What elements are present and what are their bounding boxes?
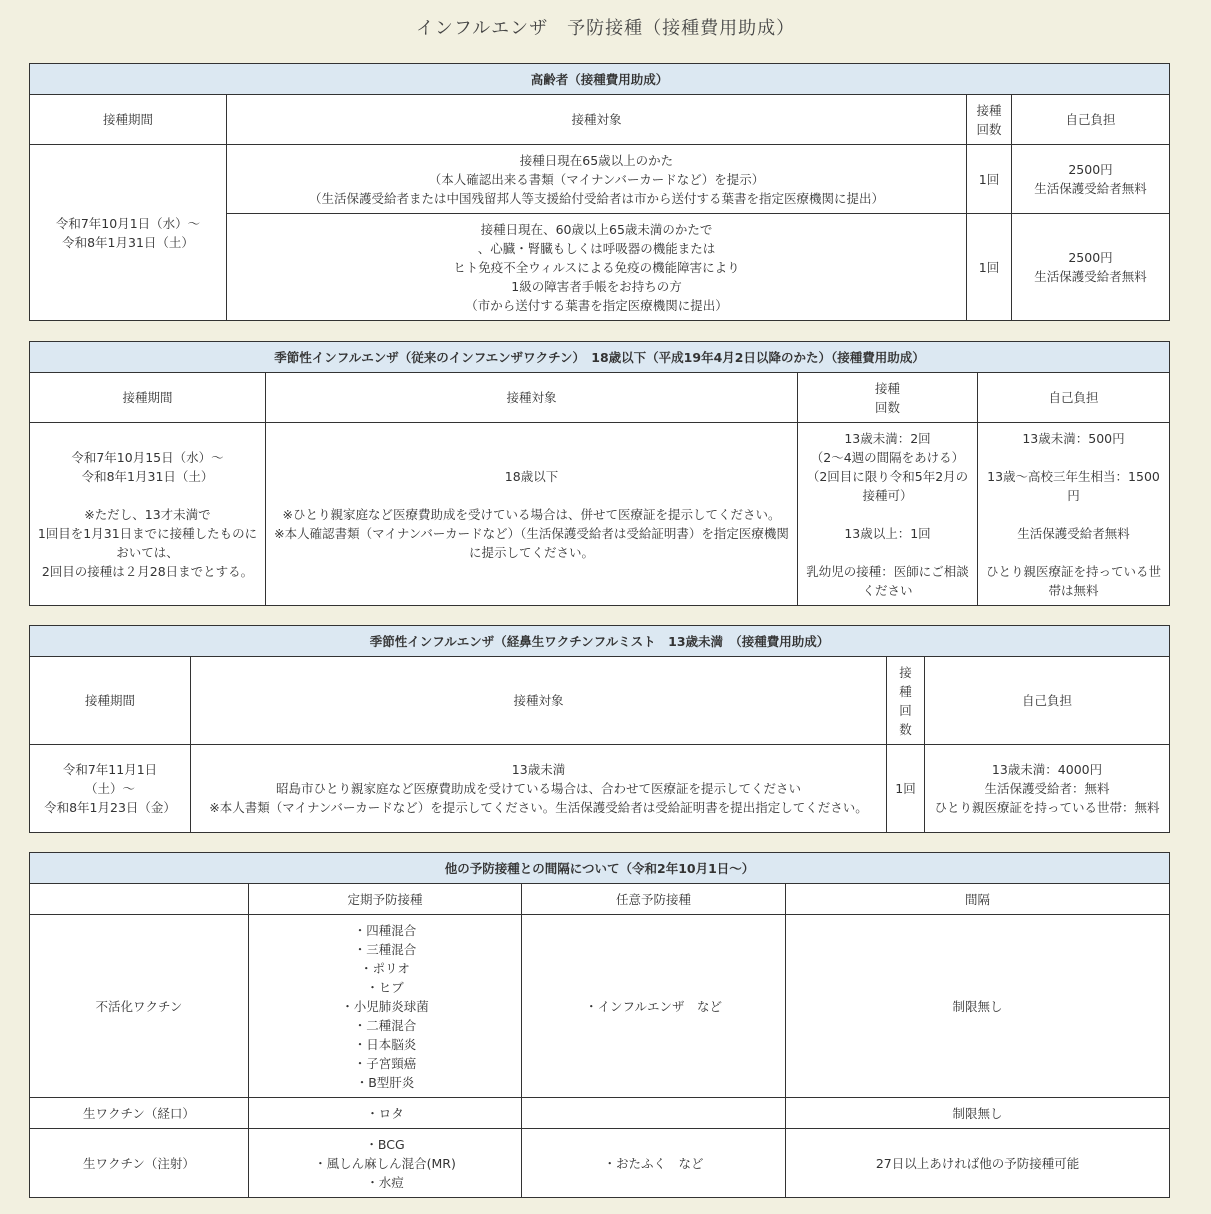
routine-cell: ・ロタ bbox=[249, 1098, 522, 1129]
count-cell: 13歳未満：2回 （2～4週の間隔をあける） （2回目に限り令和5年2月の接種可） 13歳以上：1回 乳幼児の接種：医師にご相談ください bbox=[798, 423, 978, 606]
vaccine-type-cell: 生ワクチン（注射） bbox=[30, 1129, 249, 1198]
header-period: 接種期間 bbox=[30, 657, 191, 745]
cost-cell: 13歳未満：500円 13歳～高校三年生相当：1500円 生活保護受給者無料 ひとり親医療証を持っている世帯は無料 bbox=[978, 423, 1170, 606]
header-period: 接種期間 bbox=[30, 373, 266, 423]
cost-cell: 2500円 生活保護受給者無料 bbox=[1012, 214, 1170, 321]
table-caption: 季節性インフルエンザ（経鼻生ワクチンフルミスト 13歳未満 （接種費用助成） bbox=[30, 626, 1170, 657]
vaccine-type-cell: 生ワクチン（経口） bbox=[30, 1098, 249, 1129]
count-cell: 1回 bbox=[967, 145, 1012, 214]
target-cell: 接種日現在、60歳以上65歳未満のかたで 、心臓・腎臓もしくは呼吸器の機能または ヒト免疫不全ウィルスによる免疫の機能障害により 1級の障害者手帳をお持ちの方 （市から送付する葉書を指定医療機関に提出） bbox=[227, 214, 967, 321]
header-count: 接種 回数 bbox=[798, 373, 978, 423]
header-target: 接種対象 bbox=[266, 373, 798, 423]
period-cell: 令和7年10月15日（水）～ 令和8年1月31日（土） ※ただし、13才未満で 1回目を1月31日までに接種したものにおいては、 2回目の接種は２月28日までとする。 bbox=[30, 423, 266, 606]
optional-cell: ・おたふく など bbox=[522, 1129, 786, 1198]
header-cost: 自己負担 bbox=[978, 373, 1170, 423]
target-cell: 接種日現在65歳以上のかた （本人確認出来る書類（マイナンバーカードなど）を提示） （生活保護受給者または中国残留邦人等支援給付受給者は市から送付する葉書を指定医療機関に提出） bbox=[227, 145, 967, 214]
interval-cell: 27日以上あければ他の予防接種可能 bbox=[786, 1129, 1170, 1198]
header-period: 接種期間 bbox=[30, 95, 227, 145]
interval-table bbox=[29, 852, 1170, 1198]
header-cost: 自己負担 bbox=[925, 657, 1170, 745]
optional-cell: ・インフルエンザ など bbox=[522, 915, 786, 1098]
header-target: 接種対象 bbox=[227, 95, 967, 145]
target-cell: 18歳以下 ※ひとり親家庭など医療費助成を受けている場合は、併せて医療証を提示してください。 ※本人確認書類（マイナンバーカードなど）（生活保護受給者は受給証明書）を指定医療機関に提示してください。 bbox=[266, 423, 798, 606]
page-title: インフルエンザ 予防接種（接種費用助成） bbox=[415, 18, 796, 39]
header-optional: 任意予防接種 bbox=[522, 884, 786, 915]
seasonal-vaccine-table bbox=[29, 341, 1170, 606]
cost-cell: 13歳未満：4000円 生活保護受給者：無料 ひとり親医療証を持っている世帯：無料 bbox=[925, 745, 1170, 833]
header-count: 接 種 回 数 bbox=[887, 657, 925, 745]
count-cell: 1回 bbox=[887, 745, 925, 833]
optional-cell bbox=[522, 1098, 786, 1129]
header-routine: 定期予防接種 bbox=[249, 884, 522, 915]
interval-cell: 制限無し bbox=[786, 1098, 1170, 1129]
count-cell: 1回 bbox=[967, 214, 1012, 321]
header-count: 接種 回数 bbox=[967, 95, 1012, 145]
routine-cell: ・BCG ・風しん麻しん混合(MR) ・水痘 bbox=[249, 1129, 522, 1198]
cost-cell: 2500円 生活保護受給者無料 bbox=[1012, 145, 1170, 214]
routine-cell: ・四種混合 ・三種混合 ・ポリオ ・ヒブ ・小児肺炎球菌 ・二種混合 ・日本脳炎 ・子宮頸癌 ・B型肝炎 bbox=[249, 915, 522, 1098]
table-caption: 高齢者（接種費用助成） bbox=[30, 64, 1170, 95]
table-caption: 季節性インフルエンザ（従来のインフエンザワクチン） 18歳以下（平成19年4月2日以降のかた）（接種費用助成） bbox=[30, 342, 1170, 373]
header-cost: 自己負担 bbox=[1012, 95, 1170, 145]
header-target: 接種対象 bbox=[191, 657, 887, 745]
interval-cell: 制限無し bbox=[786, 915, 1170, 1098]
header-interval: 間隔 bbox=[786, 884, 1170, 915]
vaccine-type-cell: 不活化ワクチン bbox=[30, 915, 249, 1098]
target-cell: 13歳未満 昭島市ひとり親家庭など医療費助成を受けている場合は、合わせて医療証を提示してください ※本人書類（マイナンバーカードなど）を提示してください。生活保護受給者は受給証明書を提出指定してください。 bbox=[191, 745, 887, 833]
elderly-table bbox=[29, 63, 1170, 321]
period-cell: 令和7年11月1日 （土）～ 令和8年1月23日（金） bbox=[30, 745, 191, 833]
period-cell: 令和7年10月1日（水）～ 令和8年1月31日（土） bbox=[30, 145, 227, 321]
nasal-vaccine-table bbox=[29, 625, 1170, 833]
header-type bbox=[30, 884, 249, 915]
table-caption: 他の予防接種との間隔について（令和2年10月1日～） bbox=[30, 853, 1170, 884]
